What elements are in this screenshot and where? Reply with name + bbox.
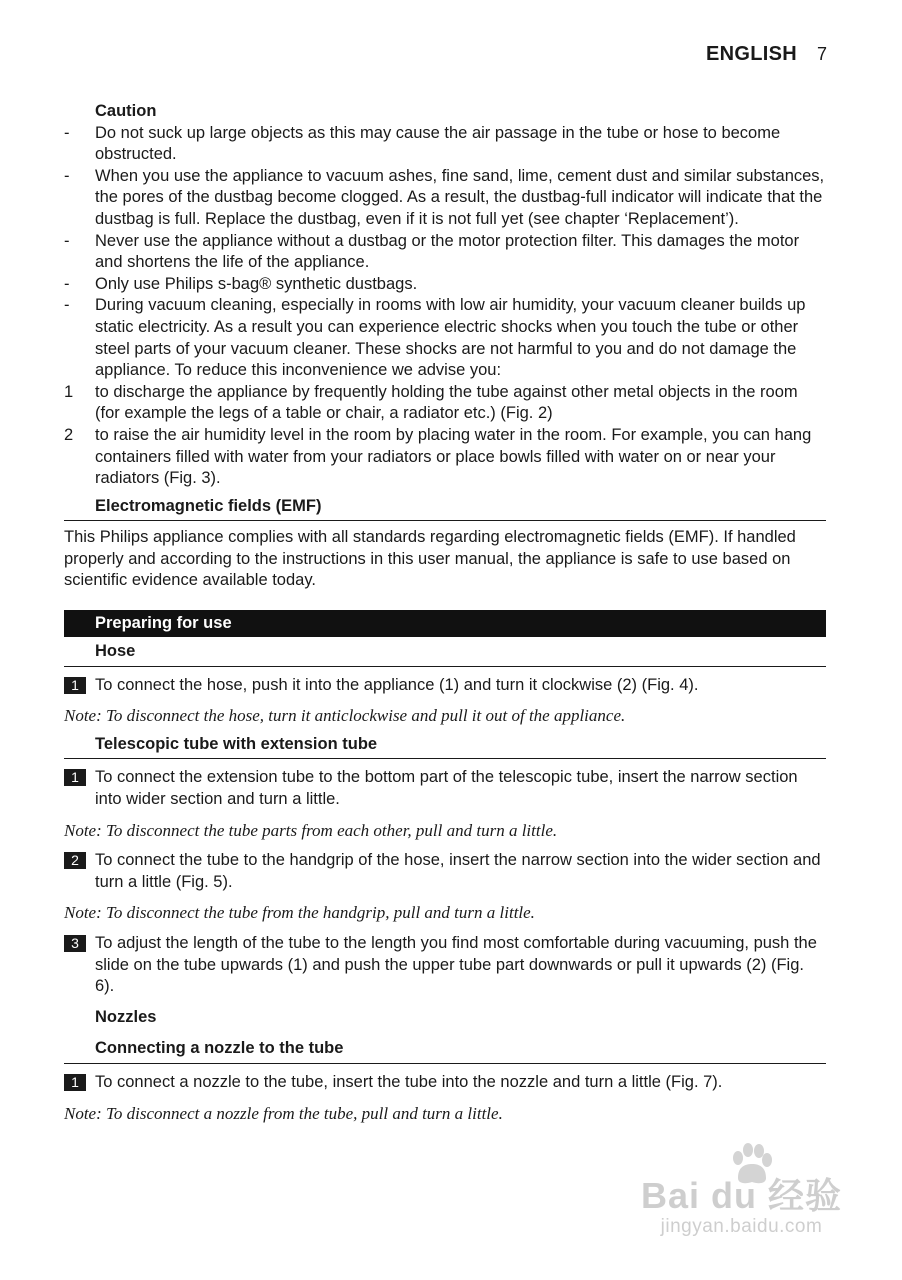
language-label: ENGLISH xyxy=(705,43,797,65)
document-body xyxy=(64,101,826,1124)
list-item: - During vacuum cleaning, especially in rooms with low air humidity, your vacuum cleaner builds up static electricity. As a result you can experience electric shocks when you touch the tube or other steel parts of your vacuum cleaner. These shocks are not harmful to you and do not damage the appliance. To reduce this inconvenience we advise you: xyxy=(64,296,806,380)
step-item: 1 To connect the extension tube to the bottom part of the telescopic tube, insert the narrow section into wider section and turn a little. xyxy=(64,767,826,810)
note: Note: To disconnect a nozzle from the tube, pull and turn a little. xyxy=(64,1103,503,1123)
bullet-marker: - xyxy=(64,231,70,250)
note: Note: To disconnect the hose, turn it anticlockwise and pull it out of the appliance. xyxy=(64,706,626,726)
step-item: 1 To connect the hose, push it into the appliance (1) and turn it clockwise (2) (Fig. 4). xyxy=(64,675,826,697)
item-number: 1 xyxy=(64,382,74,401)
caution-list xyxy=(64,123,826,490)
bullet-marker: - xyxy=(64,166,70,185)
bullet-marker: - xyxy=(64,274,70,293)
page-number: 7 xyxy=(816,44,827,64)
step-number: 1 xyxy=(64,677,86,694)
hose-heading: Hose xyxy=(64,641,826,667)
step-number: 1 xyxy=(64,769,86,786)
bullet-marker: - xyxy=(64,296,70,315)
numbered-item: 2 to raise the air humidity level in the room by placing water in the room. For example, you can hang containers filled with water from your radiators or place bowls filled with water on or near your radiators (Fig. 3). xyxy=(64,425,812,488)
note: Note: To disconnect the tube from the handgrip, pull and turn a little. xyxy=(64,903,535,923)
step-number: 2 xyxy=(64,852,86,869)
list-item: - When you use the appliance to vacuum ashes, fine sand, lime, cement dust and similar substances, the pores of the dustbag become clogged. As a result, the dustbag-full indicator will indicate that the dustbag is full. Replace the dustbag, even if it is not full yet (see chapter ‘Replacement’). xyxy=(64,166,825,228)
watermark-url: jingyan.baidu.com xyxy=(660,1216,823,1237)
section-title-preparing: Preparing for use xyxy=(64,610,826,637)
tube-heading: Telescopic tube with extension tube xyxy=(64,734,826,760)
connecting-nozzle-heading: Connecting a nozzle to the tube xyxy=(64,1038,826,1064)
nozzles-heading: Nozzles xyxy=(95,1007,157,1026)
list-item: - Never use the appliance without a dustbag or the motor protection filter. This damages the motor and shortens the life of the appliance. xyxy=(64,231,800,272)
note: Note: To disconnect the tube parts from each other, pull and turn a little. xyxy=(64,820,558,840)
watermark xyxy=(641,1176,842,1238)
page-header xyxy=(706,44,827,66)
numbered-item: 1 to discharge the appliance by frequently holding the tube against other metal objects in the room (for example the legs of a table or chair, a radiator etc.) (Fig. 2) xyxy=(64,382,798,423)
item-number: 2 xyxy=(64,425,74,444)
emf-paragraph: This Philips appliance complies with all standards regarding electromagnetic fields (EMF). If handled properly and according to the instructions in this user manual, the appliance is safe to use based on scientific evidence available today. xyxy=(64,528,796,590)
step-number: 3 xyxy=(64,935,86,952)
emf-heading: Electromagnetic fields (EMF) xyxy=(64,496,826,522)
watermark-brand: Bai du 经验 xyxy=(640,1175,842,1216)
list-item: - Only use Philips s-bag® synthetic dustbags. xyxy=(64,274,826,296)
bullet-marker: - xyxy=(64,123,70,142)
list-item: - Do not suck up large objects as this may cause the air passage in the tube or hose to become obstructed. xyxy=(64,123,781,164)
step-number: 1 xyxy=(64,1074,86,1091)
step-item: 2 To connect the tube to the handgrip of the hose, insert the narrow section into the wider section and turn a little (Fig. 5). xyxy=(64,850,826,893)
step-item: 3 To adjust the length of the tube to the length you find most comfortable during vacuuming, push the slide on the tube upwards (1) and push the upper tube part downwards or pull it upwards (2) (Fig. 6). xyxy=(64,933,826,998)
step-item: 1 To connect a nozzle to the tube, insert the tube into the nozzle and turn a little (Fig. 7). xyxy=(64,1072,826,1094)
caution-heading: Caution xyxy=(95,102,157,120)
